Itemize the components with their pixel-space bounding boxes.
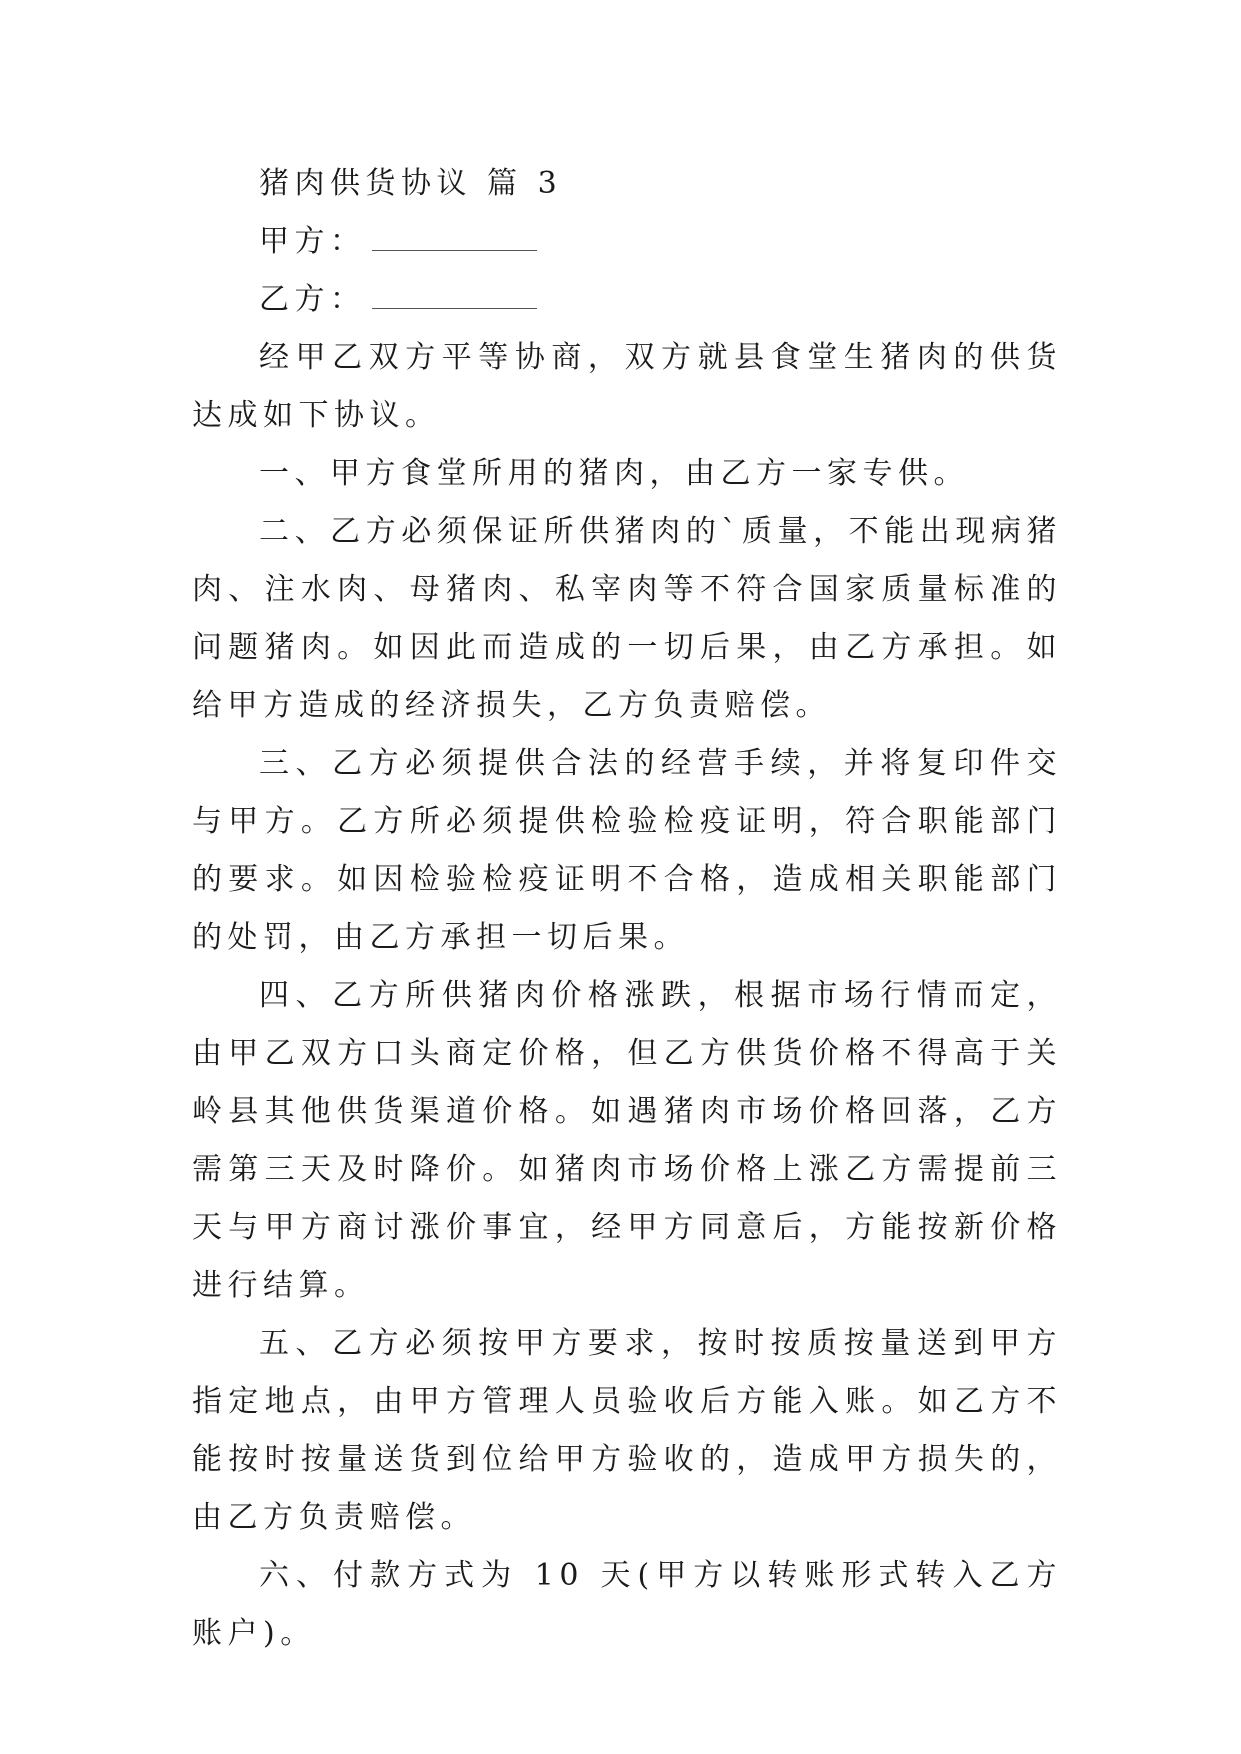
clause-2: 二、乙方必须保证所供猪肉的`质量，不能出现病猪肉、注水肉、母猪肉、私宰肉等不符合国家质量标准的问题猪肉。如因此而造成的一切后果，由乙方承担。如给甲方造成的经济损失，乙方负责赔偿。	[192, 514, 1062, 723]
document-title: 猪肉供货协议 篇 3	[259, 166, 563, 201]
clause-6: 六、付款方式为 10 天(甲方以转账形式转入乙方账户)。	[192, 1558, 1062, 1651]
document-page	[192, 155, 1062, 1663]
clause-3: 三、乙方必须提供合法的经营手续，并将复印件交与甲方。乙方所必须提供检验检疫证明，符合职能部门的要求。如因检验检疫证明不合格，造成相关职能部门的处罚，由乙方承担一切后果。	[192, 746, 1062, 955]
party-b-line	[192, 271, 1062, 329]
intro-paragraph: 经甲乙双方平等协商，双方就县食堂生猪肉的供货达成如下协议。	[192, 340, 1062, 433]
party-a-line	[192, 213, 1062, 271]
clause-1: 一、甲方食堂所用的猪肉，由乙方一家专供。	[259, 456, 969, 491]
party-b-blank	[372, 284, 537, 309]
clause-5: 五、乙方必须按甲方要求，按时按质按量送到甲方指定地点，由甲方管理人员验收后方能入账。如乙方不能按时按量送货到位给甲方验收的，造成甲方损失的，由乙方负责赔偿。	[192, 1326, 1062, 1535]
party-a-blank	[372, 226, 537, 251]
party-b-label: 乙方：	[259, 282, 366, 317]
party-a-label: 甲方：	[259, 224, 366, 259]
clause-4: 四、乙方所供猪肉价格涨跌，根据市场行情而定，由甲乙双方口头商定价格，但乙方供货价格不得高于关岭县其他供货渠道价格。如遇猪肉市场价格回落，乙方需第三天及时降价。如猪肉市场价格上涨乙方需提前三天与甲方商讨涨价事宜，经甲方同意后，方能按新价格进行结算。	[192, 978, 1062, 1303]
